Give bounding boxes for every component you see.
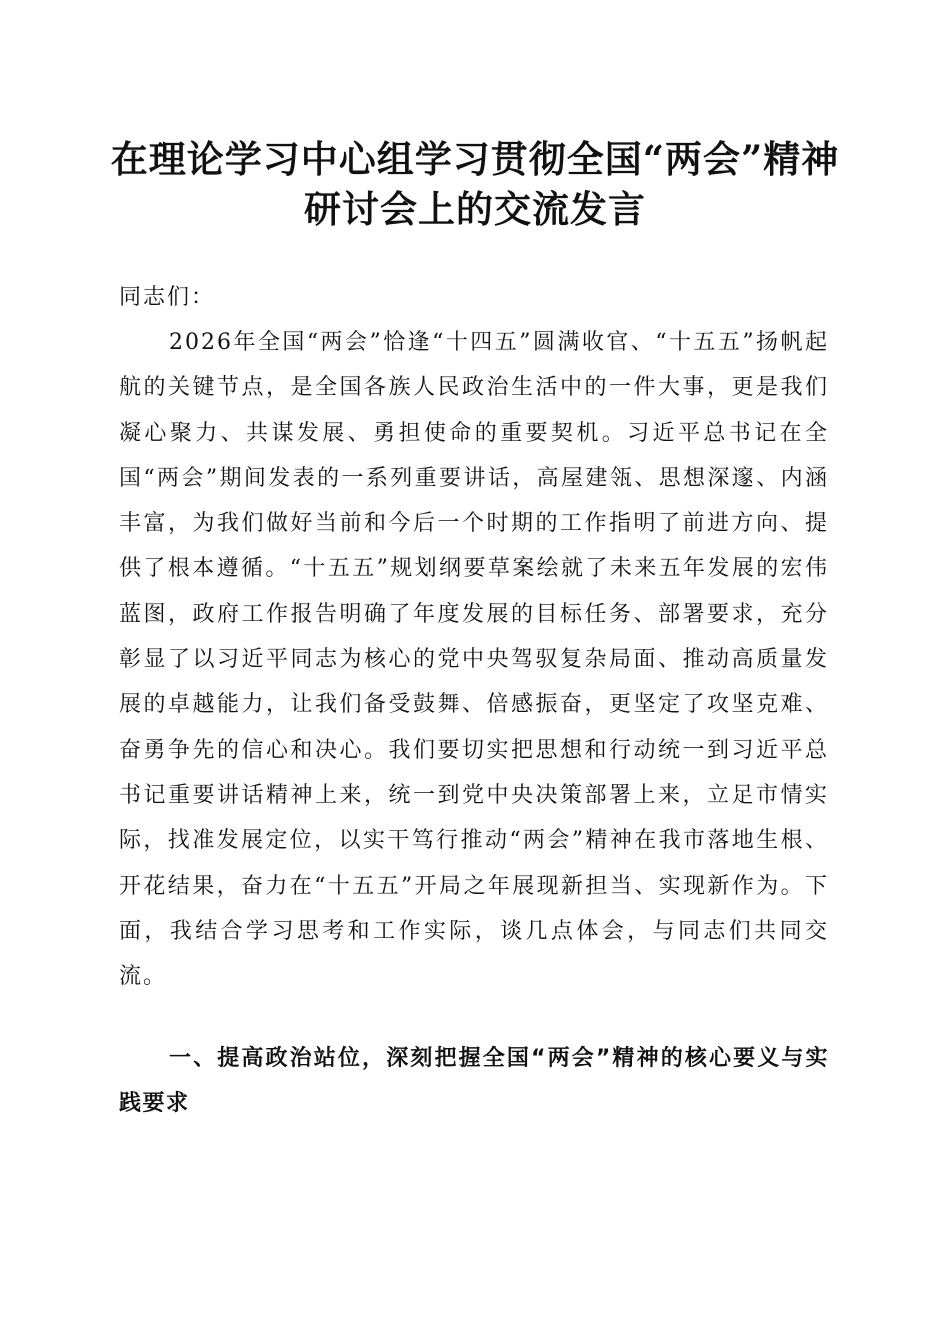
document-title-line-2: 研讨会上的交流发言: [304, 187, 646, 231]
intro-paragraph: 2026年全国“两会”恰逢“十四五”圆满收官、“十五五”扬帆起航的关键节点，是全国各族人民政治生活中的一件大事，更是我们凝心聚力、共谋发展、勇担使命的重要契机。习近平总书记在全国“两会”期间发表的一系列重要讲话，高屋建瓴、思想深邃、内涵丰富，为我们做好当前和今后一个时期的工作指明了前进方向、提供了根本遵循。“十五五”规划纲要草案绘就了未来五年发展的宏伟蓝图，政府工作报告明确了年度发展的目标任务、部署要求，充分彰显了以习近平同志为核心的党中央驾驭复杂局面、推动高质量发展的卓越能力，让我们备受鼓舞、倍感振奋，更坚定了攻坚克难、奋勇争先的信心和决心。我们要切实把思想和行动统一到习近平总书记重要讲话精神上来，统一到党中央决策部署上来，立足市情实际，找准发展定位，以实干笃行推动“两会”精神在我市落地生根、开花结果，奋力在“十五五”开局之年展现新担当、实现新作为。下面，我结合学习思考和工作实际，谈几点体会，与同志们共同交流。: [119, 330, 829, 990]
salutation: 同志们：: [119, 285, 216, 310]
document-title-line-1: 在理论学习中心组学习贯彻全国“两会”精神: [110, 137, 840, 181]
section-1-heading: 一、提高政治站位，深刻把握全国“两会”精神的核心要义与实践要求: [119, 1046, 829, 1116]
